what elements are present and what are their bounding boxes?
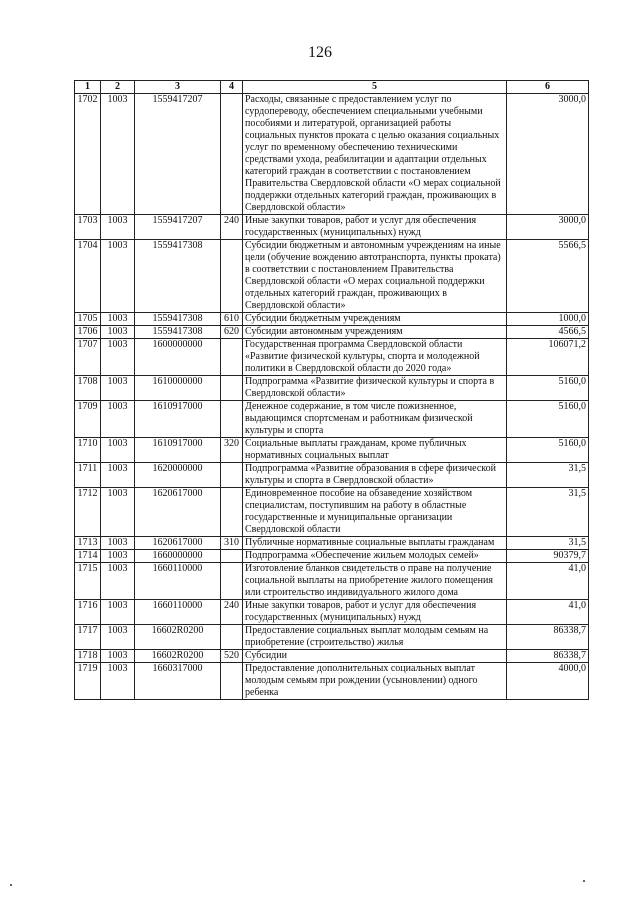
section-code-cell: 1003 [101,488,135,537]
expense-type-cell: 520 [221,650,243,663]
table-row [75,563,589,600]
expense-type-cell [221,401,243,438]
table-row [75,600,589,625]
amount-cell: 86338,7 [507,625,589,650]
page-number: 126 [308,44,332,61]
row-number-cell: 1706 [75,326,101,339]
amount-cell: 5160,0 [507,376,589,401]
table-row [75,650,589,663]
item-name-cell: Субсидии бюджетным учреждениям [243,313,507,326]
item-name-cell: Единовременное пособие на обзаведение хозяйством специалистам, поступившим на работу в областные государственные и муниципальные организации Свердловской области [243,488,507,537]
amount-cell: 31,5 [507,488,589,537]
section-code-cell: 1003 [101,326,135,339]
header-cell-4: 4 [221,81,243,94]
amount-cell: 31,5 [507,463,589,488]
item-name-cell: Подпрограмма «Развитие образования в сфере физической культуры и спорта в Свердловской области» [243,463,507,488]
table-row [75,625,589,650]
target-code-cell: 1620617000 [135,488,221,537]
amount-cell: 1000,0 [507,313,589,326]
table-row [75,438,589,463]
row-number-cell: 1719 [75,663,101,700]
item-name-cell: Денежное содержание, в том числе пожизненное, выдающимся спортсменам и работникам физической культуры и спорта [243,401,507,438]
section-code-cell: 1003 [101,650,135,663]
target-code-cell: 1559417207 [135,94,221,215]
section-code-cell: 1003 [101,550,135,563]
section-code-cell: 1003 [101,463,135,488]
item-name-cell: Иные закупки товаров, работ и услуг для обеспечения государственных (муниципальных) нужд [243,215,507,240]
row-number-cell: 1711 [75,463,101,488]
table-row [75,550,589,563]
table-row [75,376,589,401]
scan-speck [10,884,12,886]
row-number-cell: 1707 [75,339,101,376]
row-number-cell: 1715 [75,563,101,600]
header-cell-3: 3 [135,81,221,94]
row-number-cell: 1716 [75,600,101,625]
amount-cell: 3000,0 [507,215,589,240]
expense-type-cell [221,339,243,376]
section-code-cell: 1003 [101,537,135,550]
table-row [75,488,589,537]
expense-type-cell [221,94,243,215]
target-code-cell: 1610917000 [135,401,221,438]
section-code-cell: 1003 [101,94,135,215]
target-code-cell: 1559417308 [135,326,221,339]
section-code-cell: 1003 [101,240,135,313]
amount-cell: 4566,5 [507,326,589,339]
section-code-cell: 1003 [101,339,135,376]
item-name-cell: Предоставление дополнительных социальных выплат молодым семьям при рождении (усыновлении) одного ребенка [243,663,507,700]
item-name-cell: Субсидии автономным учреждениям [243,326,507,339]
expense-type-cell: 240 [221,600,243,625]
amount-cell: 4000,0 [507,663,589,700]
table-row [75,326,589,339]
expense-type-cell [221,563,243,600]
row-number-cell: 1703 [75,215,101,240]
item-name-cell: Предоставление социальных выплат молодым семьям на приобретение (строительство) жилья [243,625,507,650]
budget-table [74,80,589,700]
amount-cell: 31,5 [507,537,589,550]
expense-type-cell: 320 [221,438,243,463]
row-number-cell: 1718 [75,650,101,663]
expense-type-cell [221,663,243,700]
amount-cell: 3000,0 [507,94,589,215]
target-code-cell: 1610000000 [135,376,221,401]
header-cell-2: 2 [101,81,135,94]
item-name-cell: Публичные нормативные социальные выплаты гражданам [243,537,507,550]
table-row [75,663,589,700]
table-row [75,240,589,313]
header-cell-5: 5 [243,81,507,94]
item-name-cell: Изготовление бланков свидетельств о праве на получение социальной выплаты на приобретение жилого помещения или строительство индивидуального жилого дома [243,563,507,600]
row-number-cell: 1717 [75,625,101,650]
expense-type-cell [221,240,243,313]
target-code-cell: 1600000000 [135,339,221,376]
amount-cell: 5566,5 [507,240,589,313]
section-code-cell: 1003 [101,438,135,463]
header-cell-6: 6 [507,81,589,94]
target-code-cell: 1620617000 [135,537,221,550]
amount-cell: 90379,7 [507,550,589,563]
section-code-cell: 1003 [101,663,135,700]
row-number-cell: 1702 [75,94,101,215]
expense-type-cell [221,376,243,401]
row-number-cell: 1712 [75,488,101,537]
section-code-cell: 1003 [101,313,135,326]
section-code-cell: 1003 [101,563,135,600]
section-code-cell: 1003 [101,625,135,650]
target-code-cell: 1660317000 [135,663,221,700]
target-code-cell: 16602R0200 [135,650,221,663]
table-row [75,537,589,550]
table-row [75,401,589,438]
row-number-cell: 1713 [75,537,101,550]
header-row [75,81,589,94]
section-code-cell: 1003 [101,376,135,401]
amount-cell: 5160,0 [507,401,589,438]
expense-type-cell: 310 [221,537,243,550]
expense-type-cell [221,550,243,563]
section-code-cell: 1003 [101,215,135,240]
target-code-cell: 16602R0200 [135,625,221,650]
item-name-cell: Субсидии бюджетным и автономным учреждениям на иные цели (обучение вождению автотранспорта, пункты проката) в соответствии с постановлением Правительства Свердловской области «О мерах социальной поддержки отдельных категорий граждан, проживающих в Свердловской области» [243,240,507,313]
item-name-cell: Подпрограмма «Обеспечение жильем молодых семей» [243,550,507,563]
section-code-cell: 1003 [101,401,135,438]
expense-type-cell: 620 [221,326,243,339]
header-cell-1: 1 [75,81,101,94]
amount-cell: 106071,2 [507,339,589,376]
amount-cell: 41,0 [507,600,589,625]
expense-type-cell [221,463,243,488]
target-code-cell: 1559417207 [135,215,221,240]
row-number-cell: 1704 [75,240,101,313]
scan-speck [583,880,585,882]
target-code-cell: 1660000000 [135,550,221,563]
item-name-cell: Подпрограмма «Развитие физической культуры и спорта в Свердловской области» [243,376,507,401]
amount-cell: 5160,0 [507,438,589,463]
item-name-cell: Социальные выплаты гражданам, кроме публичных нормативных социальных выплат [243,438,507,463]
section-code-cell: 1003 [101,600,135,625]
expense-type-cell [221,488,243,537]
item-name-cell: Иные закупки товаров, работ и услуг для обеспечения государственных (муниципальных) нужд [243,600,507,625]
item-name-cell: Государственная программа Свердловской области «Развитие физической культуры, спорта и молодежной политики в Свердловской области до 2020 года» [243,339,507,376]
table-row [75,94,589,215]
target-code-cell: 1559417308 [135,240,221,313]
target-code-cell: 1559417308 [135,313,221,326]
target-code-cell: 1660110000 [135,600,221,625]
target-code-cell: 1610917000 [135,438,221,463]
expense-type-cell: 240 [221,215,243,240]
row-number-cell: 1705 [75,313,101,326]
table-row [75,313,589,326]
row-number-cell: 1709 [75,401,101,438]
item-name-cell: Субсидии [243,650,507,663]
row-number-cell: 1714 [75,550,101,563]
amount-cell: 41,0 [507,563,589,600]
table-row [75,339,589,376]
target-code-cell: 1620000000 [135,463,221,488]
item-name-cell: Расходы, связанные с предоставлением услуг по сурдопереводу, обеспечением специальными учебными пособиями и литературой, организацией работы социальных пунктов проката с целью оказания социальных услуг по временному обеспечению техническими средствами ухода, реабилитации и адаптации отдельных категорий граждан в соответствии с постановлением Правительства Свердловской области «О мерах социальной поддержки отдельных категорий граждан, проживающих в Свердловской области» [243,94,507,215]
row-number-cell: 1710 [75,438,101,463]
expense-type-cell: 610 [221,313,243,326]
expense-type-cell [221,625,243,650]
table-row [75,215,589,240]
target-code-cell: 1660110000 [135,563,221,600]
row-number-cell: 1708 [75,376,101,401]
amount-cell: 86338,7 [507,650,589,663]
table-row [75,463,589,488]
